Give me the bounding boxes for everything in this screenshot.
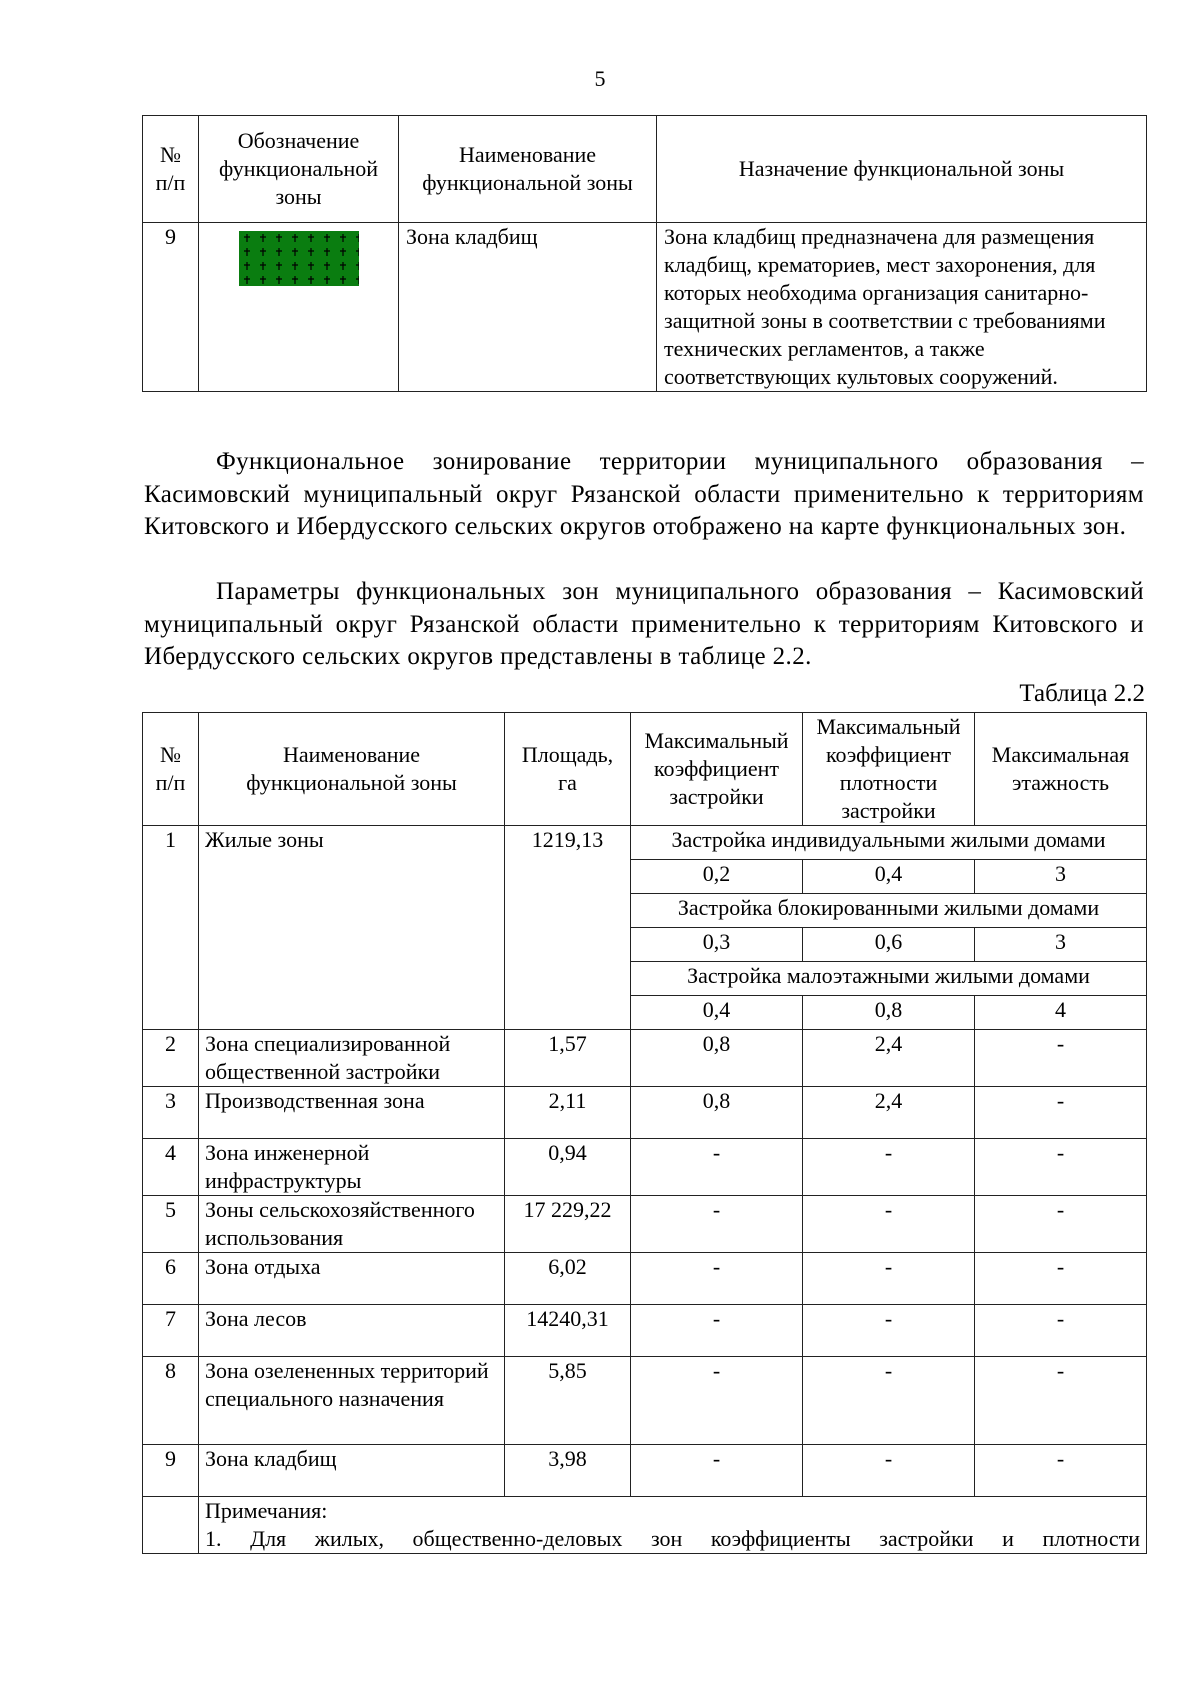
row-build-coef: -	[631, 1357, 803, 1445]
zone-parameters-table	[142, 712, 1147, 1554]
row-zone-name: Производственная зона	[199, 1087, 505, 1139]
row-density-coef: 2,4	[803, 1087, 975, 1139]
row-num: 4	[143, 1139, 199, 1196]
row-build-coef: 0,3	[631, 928, 803, 962]
header-num: № п/п	[143, 713, 199, 826]
row-density-coef: -	[803, 1445, 975, 1497]
table-row	[143, 1139, 1147, 1196]
subgroup-title: Застройка малоэтажными жилыми домами	[631, 962, 1147, 996]
row-floors: -	[975, 1196, 1147, 1253]
subgroup-title: Застройка блокированными жилыми домами	[631, 894, 1147, 928]
row-density-coef: -	[803, 1357, 975, 1445]
header-max-build-coef: Максимальный коэффициент застройки	[631, 713, 803, 826]
table-row	[143, 1087, 1147, 1139]
table-caption: Таблица 2.2	[1019, 680, 1145, 707]
table-row	[143, 826, 1147, 860]
header-num: № п/п	[143, 116, 199, 223]
row-num: 5	[143, 1196, 199, 1253]
cross-hatch-icon	[239, 231, 359, 286]
row-build-coef: 0,2	[631, 860, 803, 894]
table-row	[143, 1196, 1147, 1253]
row-num: 8	[143, 1357, 199, 1445]
row-build-coef: -	[631, 1196, 803, 1253]
row-build-coef: -	[631, 1253, 803, 1305]
row-zone-purpose: Зона кладбищ предназначена для размещения кладбищ, крематориев, мест захоронения, для которых необходима организация санитарно-защитной зоны в соответствии с требованиями технических регламентов, а также соответствующих культовых сооружений.	[657, 223, 1147, 392]
row-zone-name: Зона отдыха	[199, 1253, 505, 1305]
row-num: 7	[143, 1305, 199, 1357]
row-build-coef: -	[631, 1139, 803, 1196]
table-header-row	[143, 116, 1147, 223]
row-num: 1	[143, 826, 199, 1030]
row-num: 2	[143, 1030, 199, 1087]
row-density-coef: 0,8	[803, 996, 975, 1030]
row-zone-name: Жилые зоны	[199, 826, 505, 1030]
header-max-floors: Максимальная этажность	[975, 713, 1147, 826]
row-num: 9	[143, 223, 199, 392]
row-density-coef: -	[803, 1253, 975, 1305]
row-num: 6	[143, 1253, 199, 1305]
row-floors: 4	[975, 996, 1147, 1030]
row-num: 9	[143, 1445, 199, 1497]
row-zone-name: Зоны сельскохозяйственного использования	[199, 1196, 505, 1253]
row-area: 14240,31	[505, 1305, 631, 1357]
row-build-coef: 0,8	[631, 1087, 803, 1139]
row-density-coef: 2,4	[803, 1030, 975, 1087]
row-density-coef: -	[803, 1305, 975, 1357]
header-max-density-coef: Максимальный коэффициент плотности застройки	[803, 713, 975, 826]
row-floors: -	[975, 1305, 1147, 1357]
header-area: Площадь, га	[505, 713, 631, 826]
legend-cell	[199, 223, 399, 392]
header-name: Наименование функциональной зоны	[399, 116, 657, 223]
row-floors: -	[975, 1087, 1147, 1139]
row-area: 5,85	[505, 1357, 631, 1445]
row-zone-name: Зона инженерной инфраструктуры	[199, 1139, 505, 1196]
header-designation: Обозначение функциональной зоны	[199, 116, 399, 223]
notes-title: Примечания:	[205, 1498, 328, 1523]
row-num: 3	[143, 1087, 199, 1139]
header-purpose: Назначение функциональной зоны	[657, 116, 1147, 223]
row-zone-name: Зона кладбищ	[199, 1445, 505, 1497]
zone-legend-table	[142, 115, 1147, 392]
cemetery-legend-swatch	[239, 231, 359, 286]
table-header-row	[143, 713, 1147, 826]
row-floors: -	[975, 1357, 1147, 1445]
row-density-coef: -	[803, 1196, 975, 1253]
row-density-coef: -	[803, 1139, 975, 1196]
row-area: 2,11	[505, 1087, 631, 1139]
row-area: 0,94	[505, 1139, 631, 1196]
page-number: 5	[594, 66, 606, 91]
table-row	[143, 1030, 1147, 1087]
table-row	[143, 1305, 1147, 1357]
notes-cell	[199, 1497, 1147, 1554]
row-zone-name: Зона кладбищ	[399, 223, 657, 392]
row-floors: -	[975, 1253, 1147, 1305]
row-build-coef: -	[631, 1445, 803, 1497]
row-floors: -	[975, 1139, 1147, 1196]
table-row	[143, 1445, 1147, 1497]
paragraph-zoning: Функциональное зонирование территории муниципального образования – Касимовский муниципальный округ Рязанской области применительно к территориям Китовского и Ибердусского сельских округов отображено на карте функциональных зон.	[144, 448, 1144, 540]
subgroup-title: Застройка индивидуальными жилыми домами	[631, 826, 1147, 860]
table-row	[143, 223, 1147, 392]
notes-row	[143, 1497, 1147, 1554]
row-density-coef: 0,4	[803, 860, 975, 894]
row-area: 1,57	[505, 1030, 631, 1087]
row-floors: 3	[975, 928, 1147, 962]
row-build-coef: -	[631, 1305, 803, 1357]
notes-num-cell	[143, 1497, 199, 1554]
row-area: 1219,13	[505, 826, 631, 1030]
notes-line: 1. Для жилых, общественно-деловых зон коэффициенты застройки и плотности	[205, 1526, 1140, 1551]
row-density-coef: 0,6	[803, 928, 975, 962]
paragraph-parameters: Параметры функциональных зон муниципального образования – Касимовский муниципальный округ Рязанской области применительно к территориям Китовского и Ибердусского сельских округов представлены в таблице 2.2.	[144, 578, 1144, 670]
row-area: 3,98	[505, 1445, 631, 1497]
table-row	[143, 1357, 1147, 1445]
row-zone-name: Зона озелененных территорий специального назначения	[199, 1357, 505, 1445]
row-area: 6,02	[505, 1253, 631, 1305]
row-build-coef: 0,8	[631, 1030, 803, 1087]
row-zone-name: Зона специализированной общественной застройки	[199, 1030, 505, 1087]
row-floors: -	[975, 1030, 1147, 1087]
header-zone-name: Наименование функциональной зоны	[199, 713, 505, 826]
row-floors: 3	[975, 860, 1147, 894]
table-row	[143, 1253, 1147, 1305]
row-floors: -	[975, 1445, 1147, 1497]
row-build-coef: 0,4	[631, 996, 803, 1030]
row-zone-name: Зона лесов	[199, 1305, 505, 1357]
row-area: 17 229,22	[505, 1196, 631, 1253]
